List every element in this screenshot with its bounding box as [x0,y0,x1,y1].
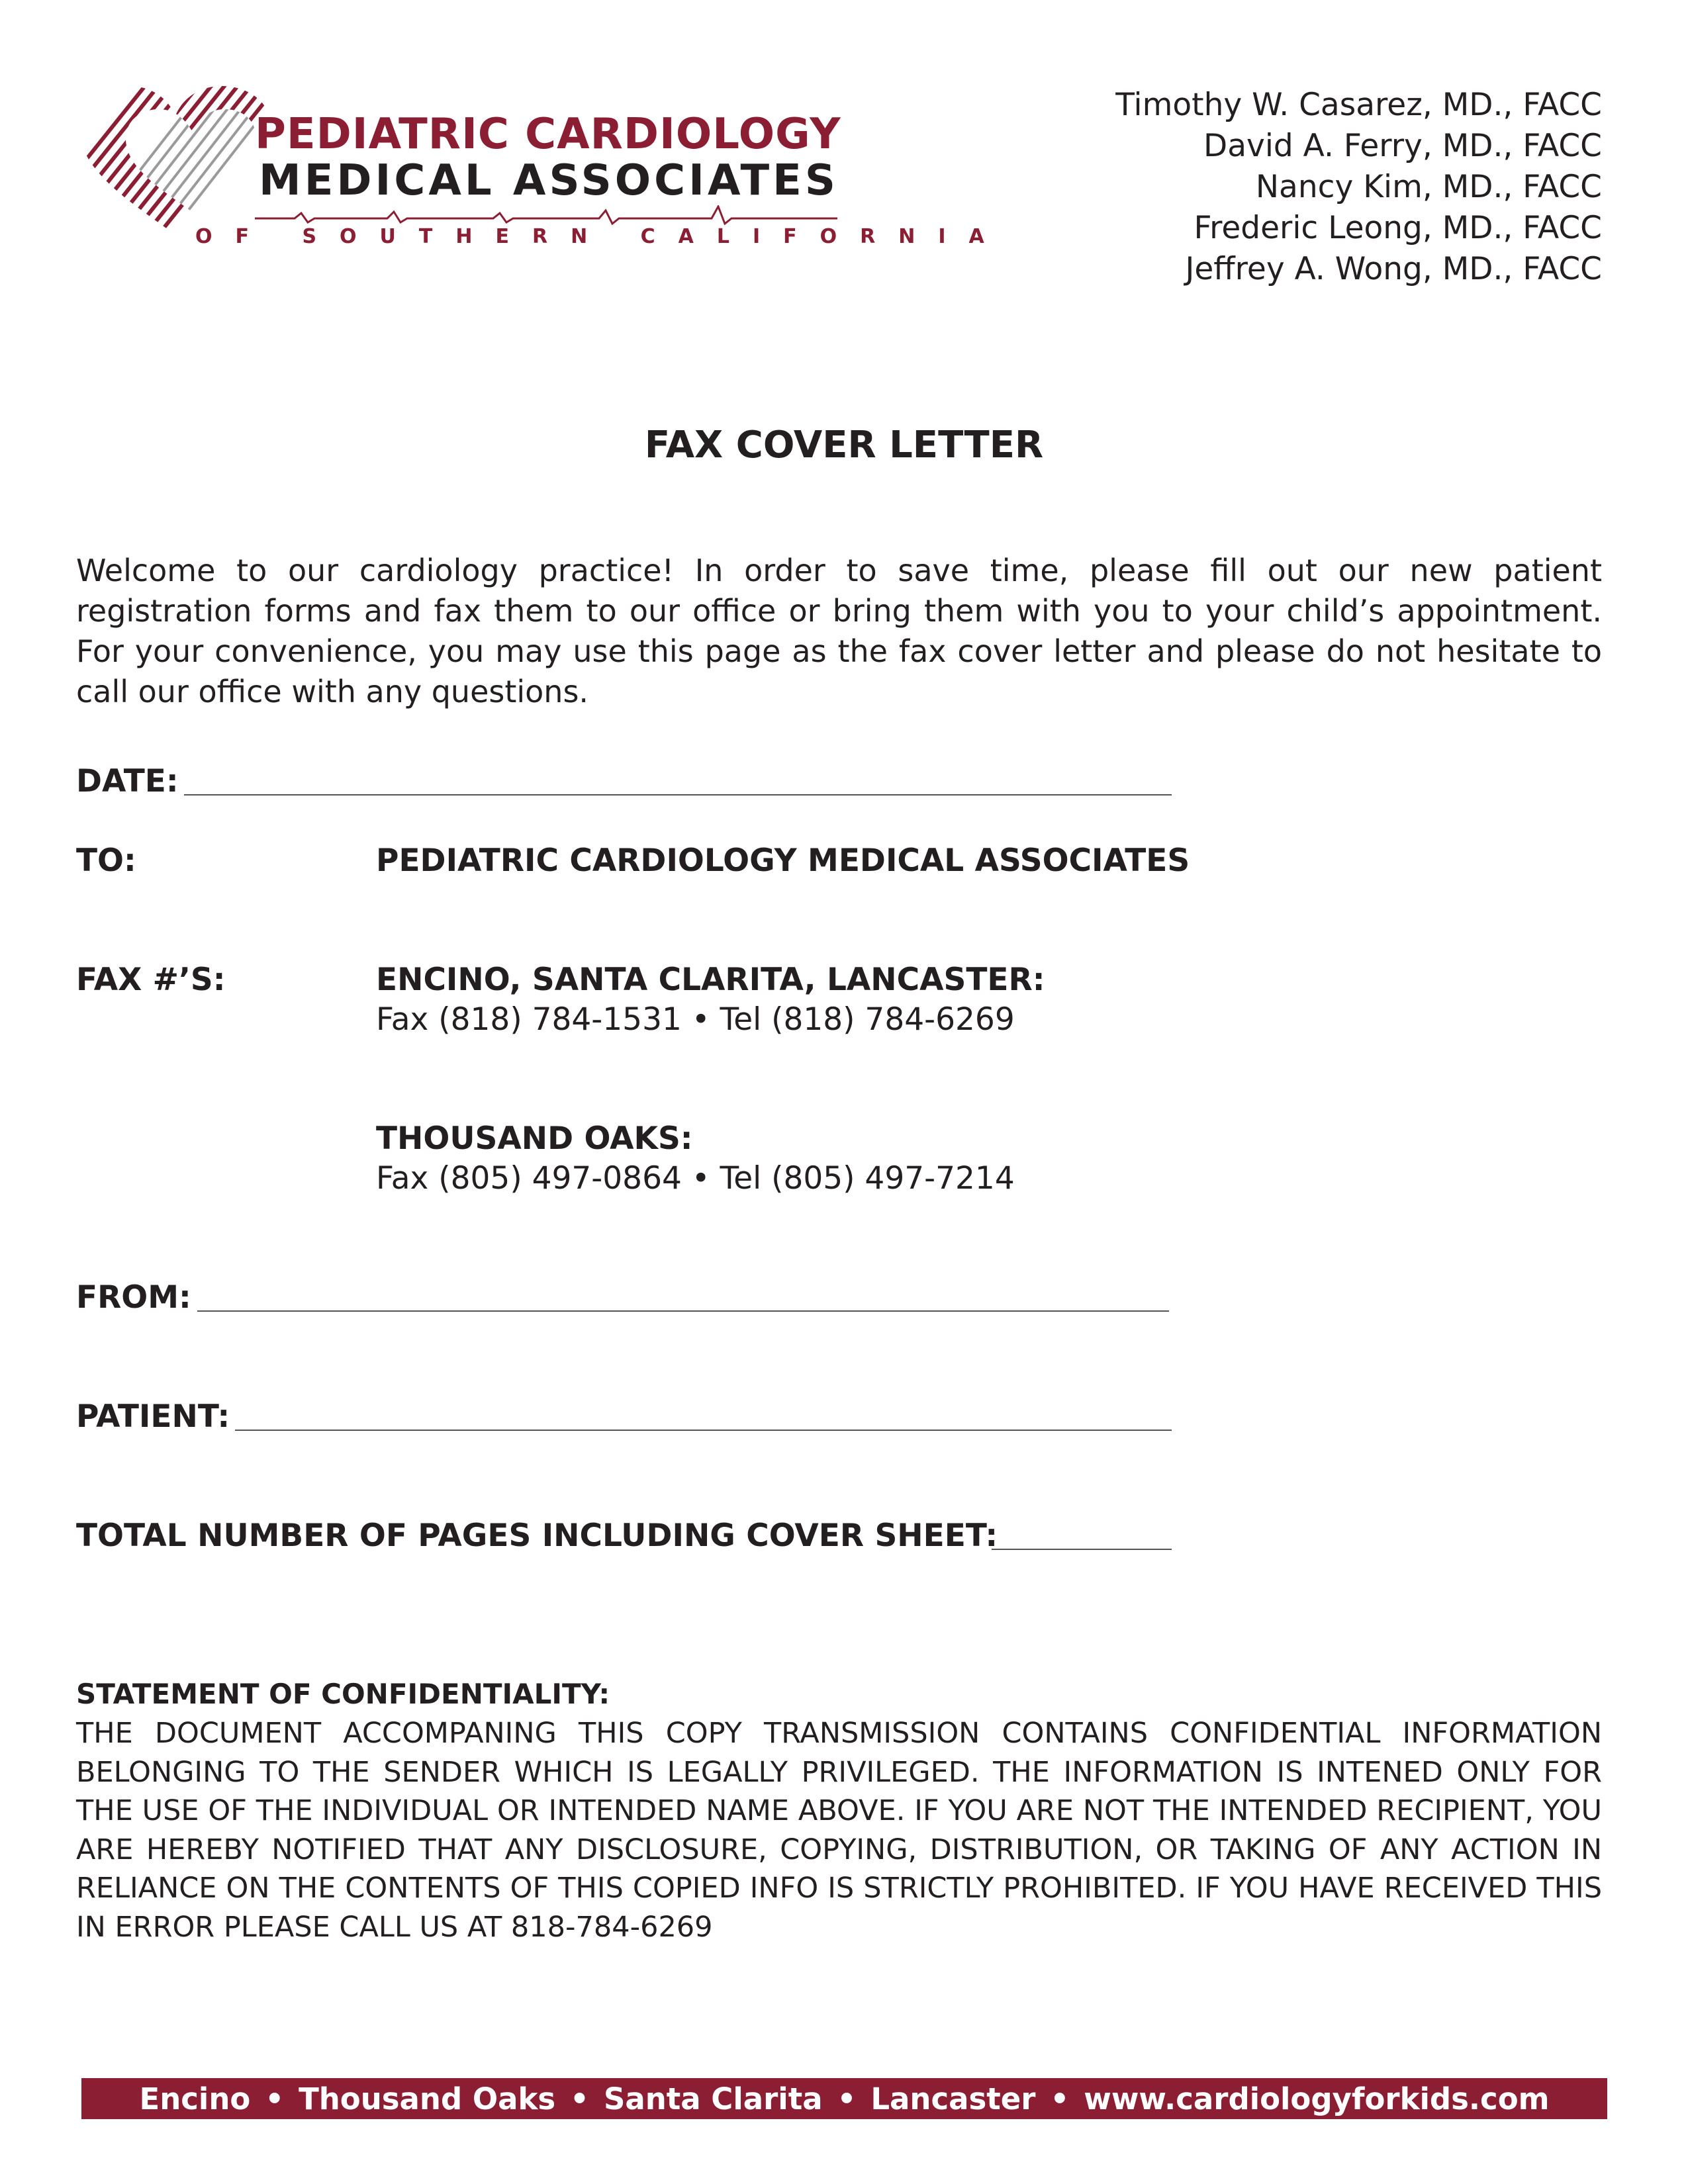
logo-line3: OF SOUTHERN CALIFORNIA [195,225,1008,248]
fax-label: FAX #’S: [76,962,226,998]
to-value: PEDIATRIC CARDIOLOGY MEDICAL ASSOCIATES [376,842,1190,879]
office2-numbers: Fax (805) 497-0864 • Tel (805) 497-7214 [376,1160,1015,1197]
footer-location: Thousand Oaks [299,2081,556,2116]
footer-bar [81,2078,1607,2119]
footer-location: Lancaster [870,2081,1036,2116]
to-label: TO: [76,842,136,879]
footer-separator: • [1050,2081,1070,2116]
intro-paragraph: Welcome to our cardiology practice! In order to save time, please fill out our new patient registration forms and fax them to our office or bring them with you to your child’s appointment. For your convenience, you may use this page as the fax cover letter and please do not hesitate to call our office with any questions. [76,553,1602,709]
logo-line1: PEDIATRIC CARDIOLOGY [255,110,841,159]
footer-website-link[interactable]: www.cardiologyforkids.com [1084,2081,1550,2116]
physician-name: Frederic Leong, MD., FACC [1194,210,1602,246]
office1-name: ENCINO, SANTA CLARITA, LANCASTER: [376,962,1045,998]
page-title: FAX COVER LETTER [644,424,1044,467]
footer-location: Santa Clarita [603,2081,823,2116]
practice-logo [76,86,1008,251]
footer-separator: • [570,2081,589,2116]
footer-separator: • [837,2081,857,2116]
patient-label: PATIENT: [76,1398,230,1435]
heart-icon [76,86,275,238]
patient-field[interactable] [235,1430,1172,1431]
confidentiality-heading: STATEMENT OF CONFIDENTIALITY: [76,1678,610,1710]
physician-name: Timothy W. Casarez, MD., FACC [1115,87,1602,123]
physician-name: Nancy Kim, MD., FACC [1255,169,1602,205]
date-label: DATE: [76,763,179,799]
footer-location: Encino [139,2081,251,2116]
physician-name: David A. Ferry, MD., FACC [1203,128,1602,164]
from-field[interactable] [197,1310,1169,1312]
from-label: FROM: [76,1279,191,1316]
pages-field[interactable] [992,1549,1172,1550]
physician-list [1115,85,1602,290]
footer-separator: • [265,2081,285,2116]
date-field[interactable] [184,794,1172,796]
confidentiality-body: THE DOCUMENT ACCOMPANING THIS COPY TRANSMISSION CONTAINS CONFIDENTIAL INFORMATION BELONGING TO THE SENDER WHICH IS LEGALLY PRIVILEGED. THE INFORMATION IS INTENED ONLY FOR THE USE OF THE INDIVIDUAL OR INTENDED NAME ABOVE. IF YOU ARE NOT THE INTENDED RECIPIENT, YOU ARE HEREBY NOTIFIED THAT ANY DISCLOSURE, COPYING, DISTRIBUTION, OR TAKING OF ANY ACTION IN RELIANCE ON THE CONTENTS OF THIS COPIED INFO IS STRICTLY PROHIBITED. IF YOU HAVE RECEIVED THIS IN ERROR PLEASE CALL US AT 818-784-6269 [76,1717,1602,1944]
logo-line2: MEDICAL ASSOCIATES [259,156,839,205]
office1-numbers: Fax (818) 784-1531 • Tel (818) 784-6269 [376,1001,1015,1038]
ekg-line-icon [255,205,837,225]
physician-name: Jeffrey A. Wong, MD., FACC [1185,251,1602,287]
office2-name: THOUSAND OAKS: [376,1120,693,1157]
pages-label: TOTAL NUMBER OF PAGES INCLUDING COVER SHEET: [76,1518,998,1554]
